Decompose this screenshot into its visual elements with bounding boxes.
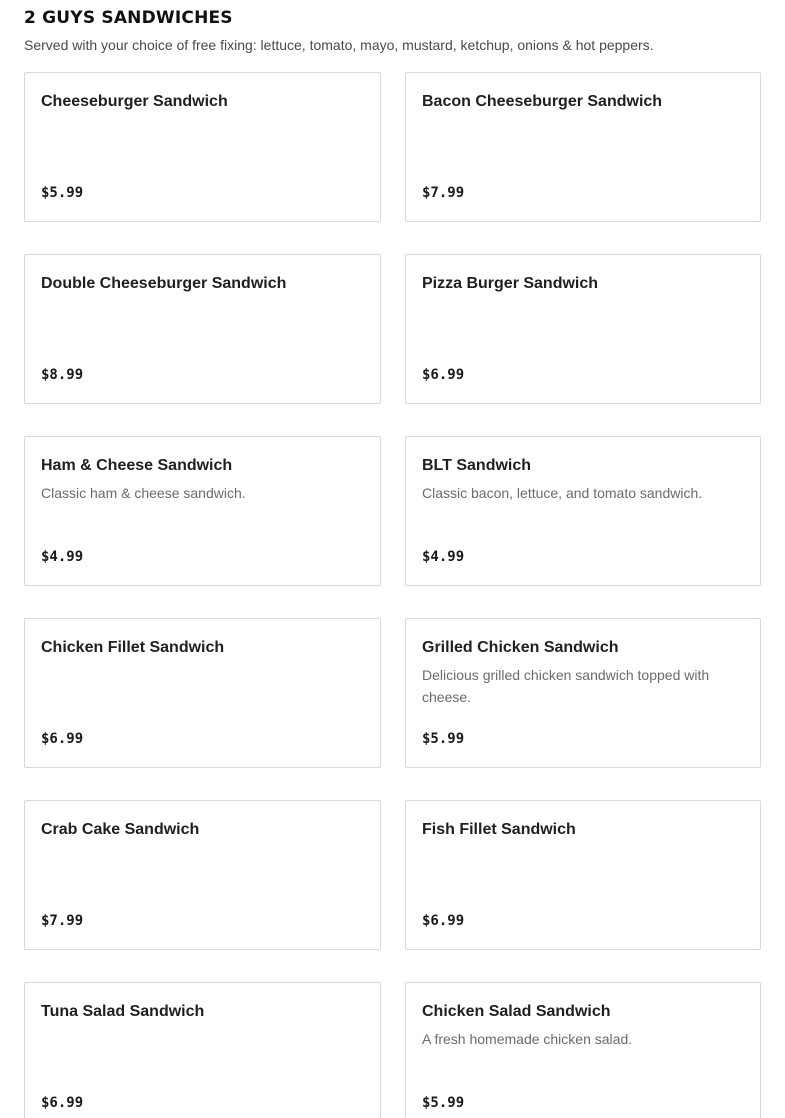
menu-item-card[interactable] (405, 982, 761, 1118)
menu-item-card[interactable] (24, 800, 381, 950)
menu-item-name: Crab Cake Sandwich (41, 821, 200, 838)
menu-item-name: Ham & Cheese Sandwich (41, 457, 233, 474)
section-subtitle: Served with your choice of free fixing: lettuce, tomato, mayo, mustard, ketchup, onions & hot peppers. (24, 37, 654, 53)
menu-item-name: Fish Fillet Sandwich (422, 821, 576, 838)
menu-item-name: Chicken Fillet Sandwich (41, 639, 225, 656)
menu-item-card[interactable] (24, 982, 381, 1118)
menu-item-card[interactable] (24, 618, 381, 768)
menu-item-price: $4.99 (41, 549, 84, 565)
menu-item-description: Delicious grilled chicken sandwich topped with cheese. (422, 667, 710, 705)
menu-item-card[interactable] (405, 618, 761, 768)
menu-item-description: Classic ham & cheese sandwich. (41, 485, 246, 501)
menu-item-price: $5.99 (41, 185, 84, 201)
menu-item-name: Cheeseburger Sandwich (41, 93, 228, 110)
menu-item-price: $5.99 (422, 731, 465, 747)
menu-item-name: Bacon Cheeseburger Sandwich (422, 93, 663, 110)
menu-item-price: $4.99 (422, 549, 465, 565)
menu-item-card[interactable] (24, 254, 381, 404)
menu-item-price: $5.99 (422, 1095, 465, 1111)
menu-item-description: A fresh homemade chicken salad. (422, 1031, 633, 1047)
menu-item-name: Pizza Burger Sandwich (422, 275, 599, 292)
menu-item-card[interactable] (405, 254, 761, 404)
menu-item-name: Double Cheeseburger Sandwich (41, 275, 287, 292)
menu-items-grid (24, 72, 761, 1118)
menu-item-name: Grilled Chicken Sandwich (422, 639, 619, 656)
menu-item-card[interactable] (405, 800, 761, 950)
menu-item-card[interactable] (24, 72, 381, 222)
menu-item-price: $6.99 (41, 1095, 84, 1111)
menu-item-price: $6.99 (422, 367, 465, 383)
menu-item-price: $7.99 (41, 913, 84, 929)
menu-item-card[interactable] (405, 436, 761, 586)
menu-item-name: BLT Sandwich (422, 457, 532, 474)
menu-item-price: $6.99 (41, 731, 84, 747)
menu-item-price: $7.99 (422, 185, 465, 201)
menu-item-name: Tuna Salad Sandwich (41, 1003, 205, 1020)
menu-item-card[interactable] (405, 72, 761, 222)
section-title: 2 GUYS SANDWICHES (24, 8, 233, 28)
menu-item-price: $6.99 (422, 913, 465, 929)
menu-item-description: Classic bacon, lettuce, and tomato sandwich. (422, 485, 703, 501)
menu-item-card[interactable] (24, 436, 381, 586)
menu-item-price: $8.99 (41, 367, 84, 383)
menu-item-name: Chicken Salad Sandwich (422, 1003, 611, 1020)
